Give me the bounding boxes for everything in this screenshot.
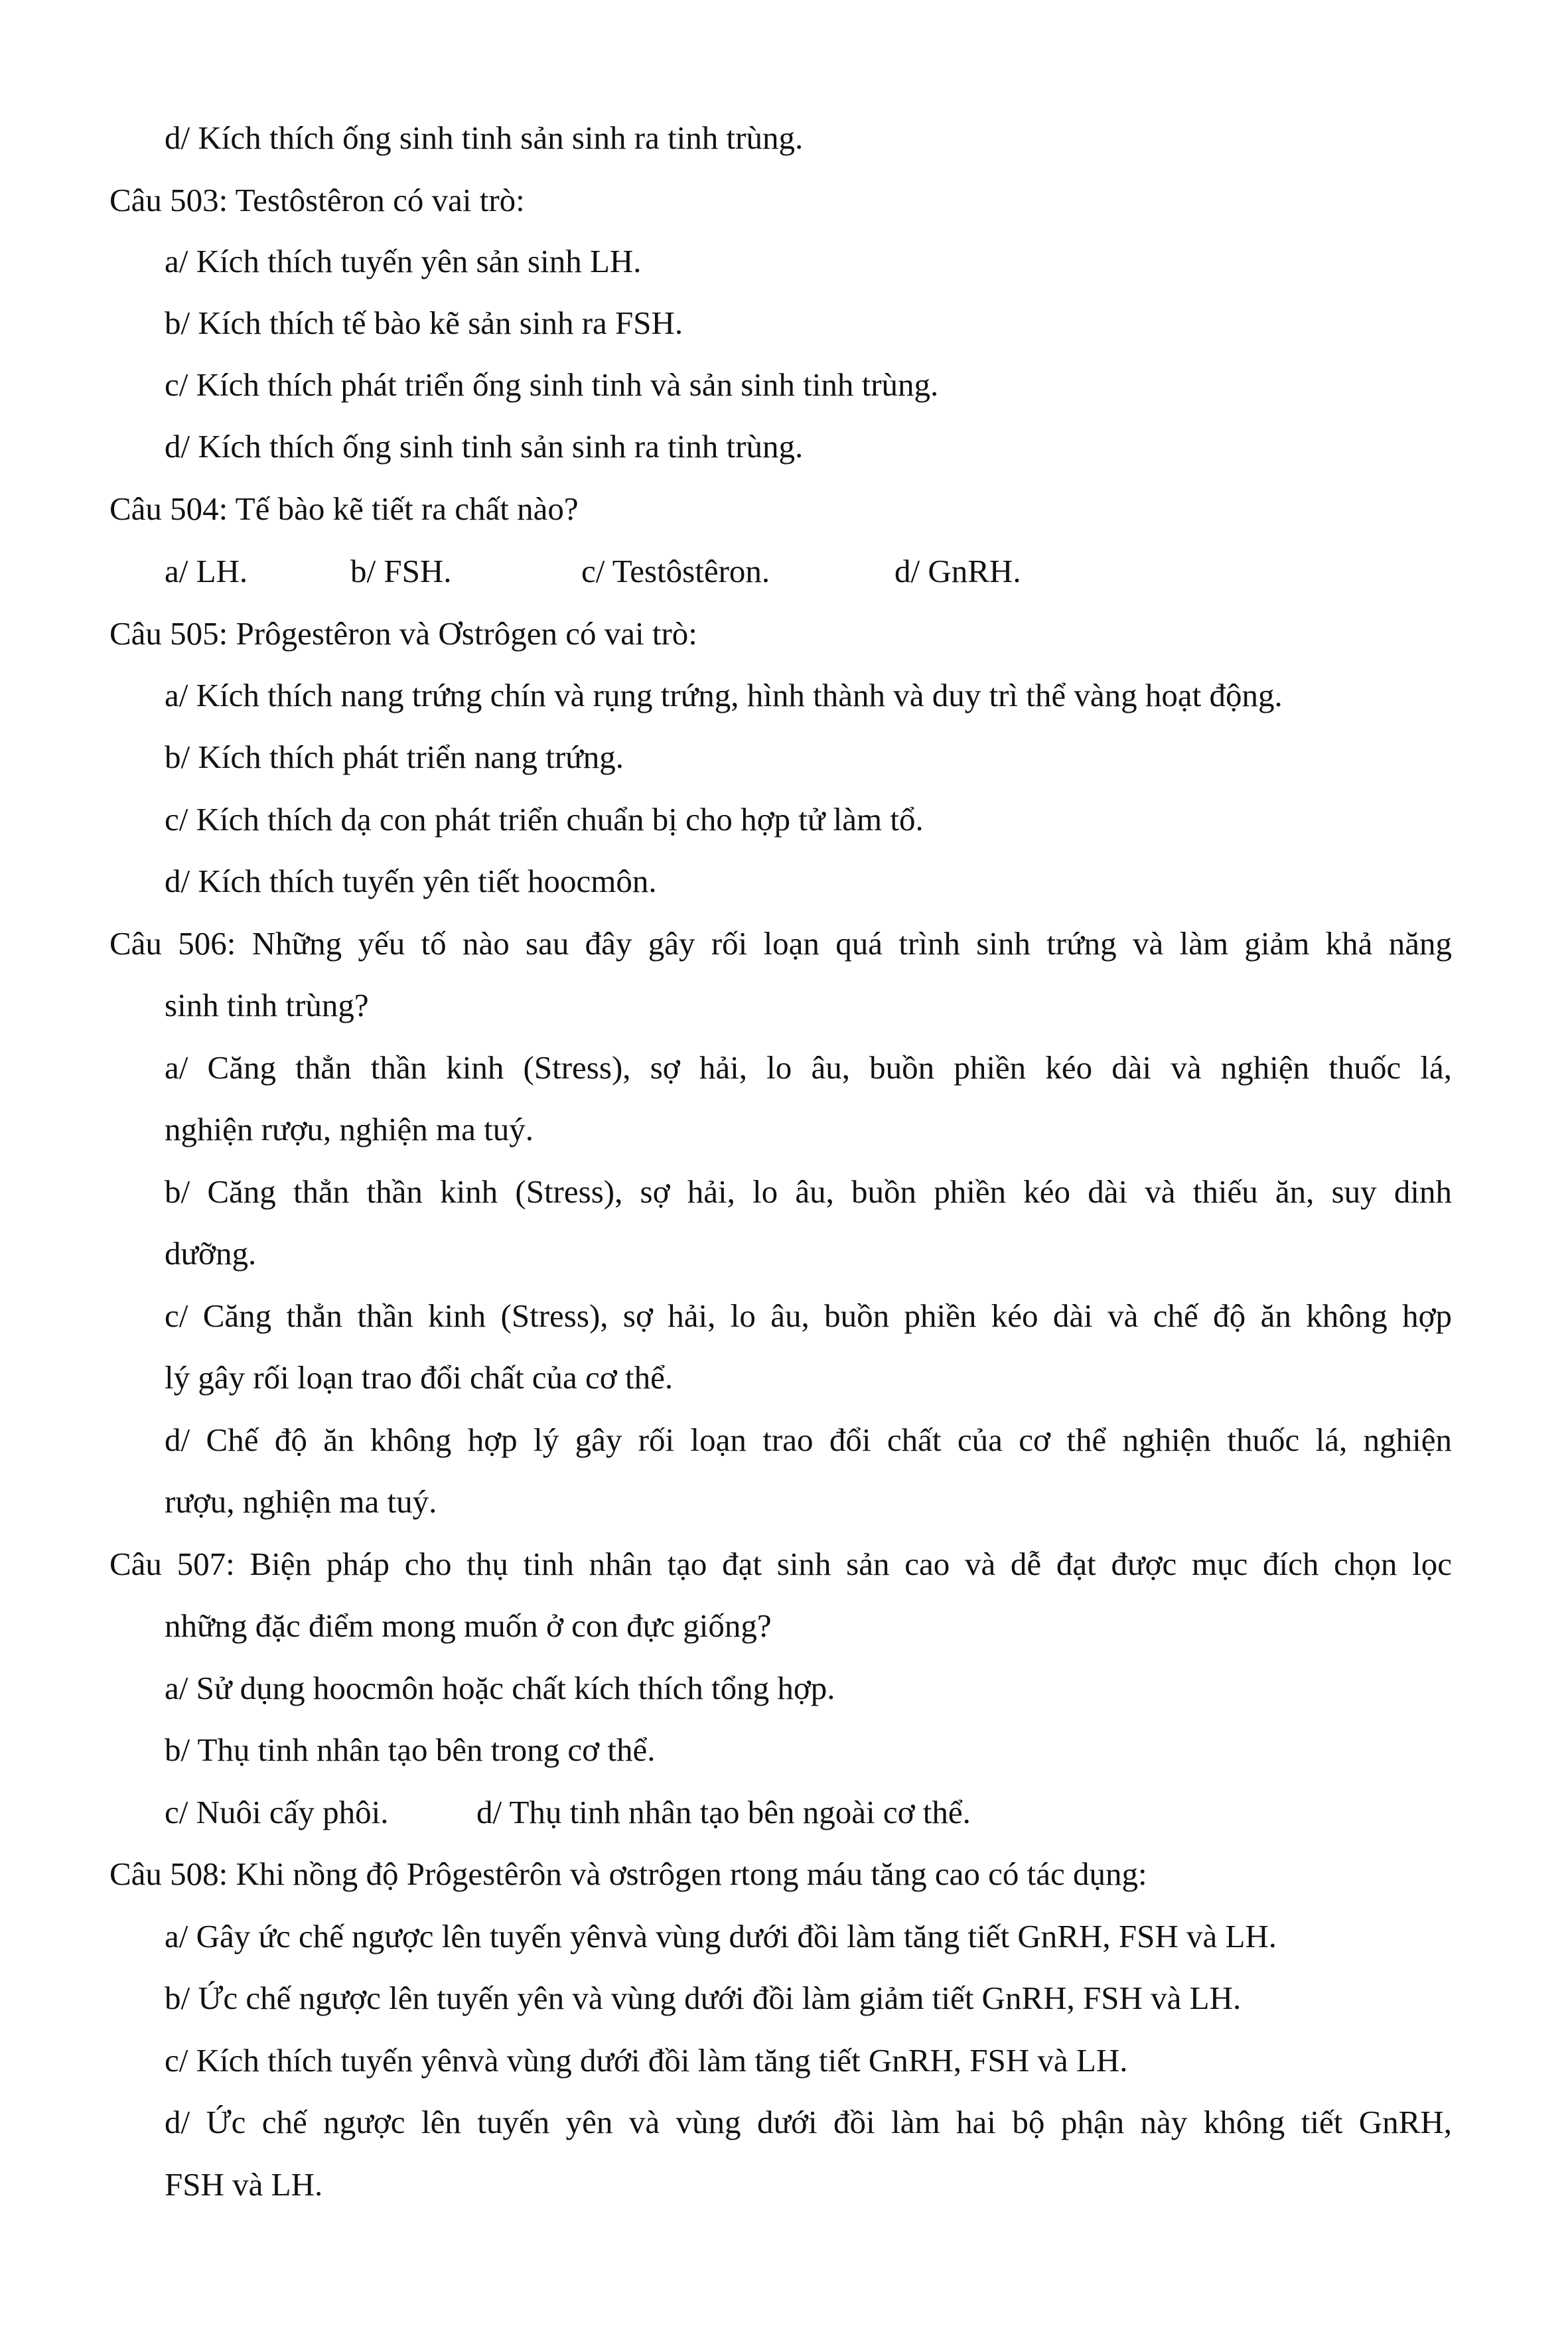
q508-option-a: a/ Gây ức chế ngược lên tuyến yênvà vùng dưới đồi làm tăng tiết GnRH, FSH và LH. [165,1918,1277,1954]
q505-option-d: d/ Kích thích tuyến yên tiết hoocmôn. [165,863,657,899]
q504-option-d: d/ GnRH. [894,553,1021,589]
q503-option-b: b/ Kích thích tế bào kẽ sản sinh ra FSH. [165,305,683,341]
q503-option-c: c/ Kích thích phát triển ống sinh tinh và sản sinh tinh trùng. [165,366,939,403]
question-506-cont: sinh tinh trùng? [165,987,369,1023]
q503-option-d: d/ Kích thích ống sinh tinh sản sinh ra tinh trùng. [165,428,804,465]
question-508: Câu 508: Khi nồng độ Prôgestêrôn và ơstrôgen rtong máu tăng cao có tác dụng: [109,1856,1147,1892]
q506-option-b-cont: dưỡng. [165,1235,257,1272]
question-506: Câu 506: Những yếu tố nào sau đây gây rối loạn quá trình sinh trứng và làm giảm khả năng [109,925,1452,962]
q504-option-a: a/ LH. [165,553,248,589]
q506-option-c-cont: lý gây rối loạn trao đổi chất của cơ thể. [165,1359,674,1396]
q507-option-a: a/ Sử dụng hoocmôn hoặc chất kích thích tổng hợp. [165,1670,835,1706]
q506-option-c: c/ Căng thẳn thần kinh (Stress), sợ hải, lo âu, buồn phiền kéo dài và chế độ ăn không hợp [165,1297,1452,1334]
q506-option-d-cont: rượu, nghiện ma tuý. [165,1483,437,1520]
q503-option-a: a/ Kích thích tuyến yên sản sinh LH. [165,243,642,279]
q505-option-a: a/ Kích thích nang trứng chín và rụng trứng, hình thành và duy trì thể vàng hoạt động. [165,677,1283,713]
q505-option-b: b/ Kích thích phát triển nang trứng. [165,739,624,775]
q505-option-c: c/ Kích thích dạ con phát triển chuẩn bị cho hợp tử làm tổ. [165,801,924,838]
q506-option-a-cont: nghiện rượu, nghiện ma tuý. [165,1111,534,1147]
q506-option-a: a/ Căng thẳn thần kinh (Stress), sợ hải, lo âu, buồn phiền kéo dài và nghiện thuốc lá, [165,1049,1452,1086]
q508-option-b: b/ Ức chế ngược lên tuyến yên và vùng dưới đồi làm giảm tiết GnRH, FSH và LH. [165,1980,1242,2016]
q508-option-d-cont: FSH và LH. [165,2166,323,2203]
question-507-cont: những đặc điểm mong muốn ở con đực giống? [165,1607,772,1644]
question-505: Câu 505: Prôgestêron và Ơstrôgen có vai trò: [109,615,697,652]
q508-option-c: c/ Kích thích tuyến yênvà vùng dưới đồi làm tăng tiết GnRH, FSH và LH. [165,2042,1128,2079]
option-d-continued: d/ Kích thích ống sinh tinh sản sinh ra tinh trùng. [165,119,804,156]
q507-option-b: b/ Thụ tinh nhân tạo bên trong cơ thể. [165,1731,656,1768]
question-507: Câu 507: Biện pháp cho thụ tinh nhân tạo đạt sinh sản cao và dễ đạt được mục đích chọn lọc [109,1546,1452,1582]
question-504: Câu 504: Tế bào kẽ tiết ra chất nào? [109,490,579,527]
q507-option-d: d/ Thụ tinh nhân tạo bên ngoài cơ thể. [476,1794,971,1830]
q506-option-b: b/ Căng thẳn thần kinh (Stress), sợ hải, lo âu, buồn phiền kéo dài và thiếu ăn, suy dinh [165,1173,1452,1210]
q506-option-d: d/ Chế độ ăn không hợp lý gây rối loạn trao đổi chất của cơ thể nghiện thuốc lá, nghiện [165,1422,1452,1458]
q507-option-c: c/ Nuôi cấy phôi. [165,1794,389,1830]
question-503: Câu 503: Testôstêron có vai trò: [109,182,525,218]
q504-option-b: b/ FSH. [350,553,452,589]
q504-option-c: c/ Testôstêron. [581,553,770,589]
q508-option-d: d/ Ức chế ngược lên tuyến yên và vùng dưới đồi làm hai bộ phận này không tiết GnRH, [165,2104,1452,2140]
